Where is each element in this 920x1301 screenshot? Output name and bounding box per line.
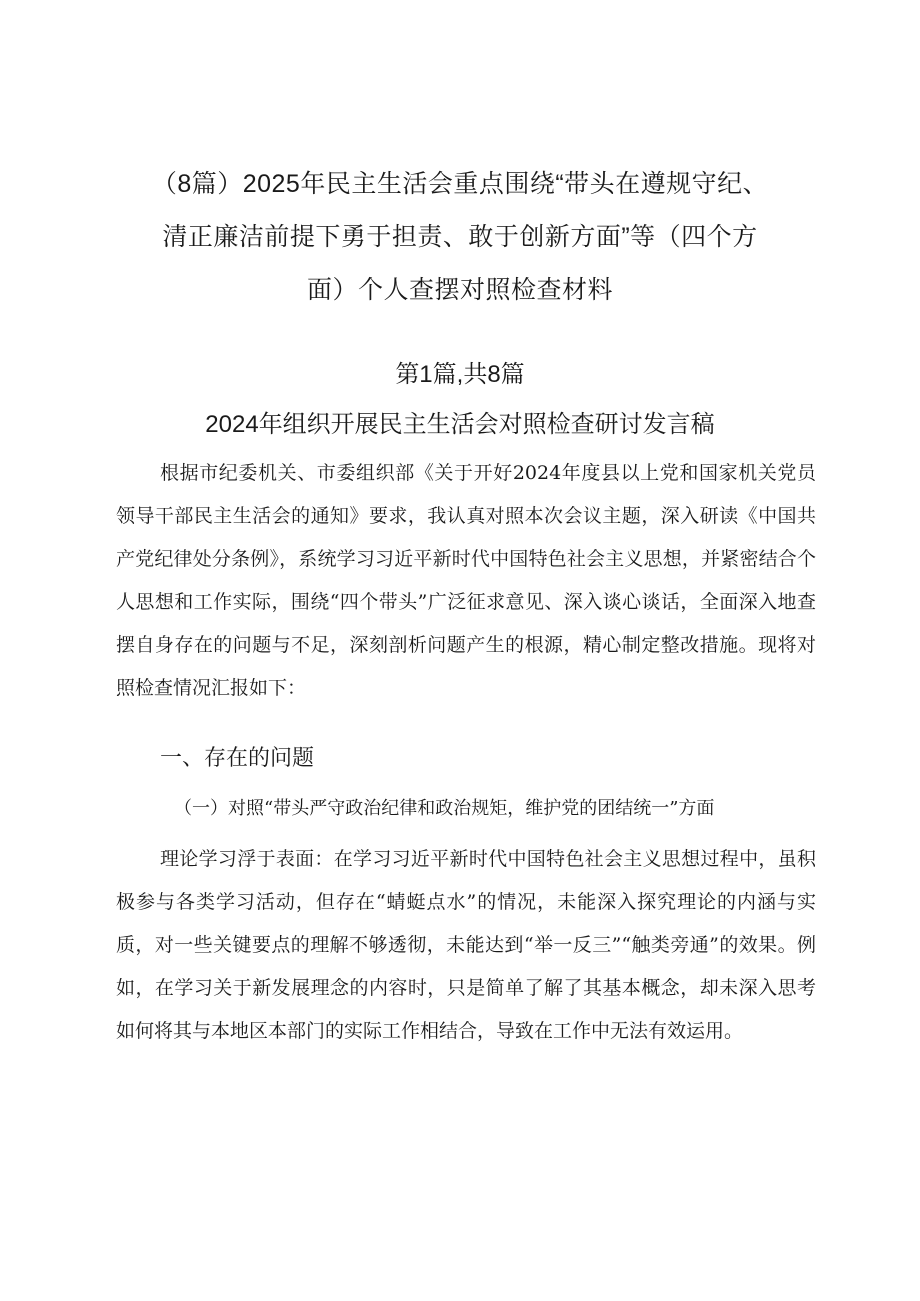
speech-title: 2024年组织开展民主生活会对照检查研讨发言稿 xyxy=(205,411,715,438)
section-heading: 一、存在的问题 xyxy=(160,745,315,770)
title-line-2: 清正廉洁前提下勇于担责、敢于创新方面”等（四个方 xyxy=(162,223,758,251)
intro-paragraph: 根据市纪委机关、市委组织部《关于开好2024年度县以上党和国家机关党员领导干部民主生活会的通知》要求，我认真对照本次会议主题，深入研读《中国共产党纪律处分条例》，系统学习习近平新时代中国特色社会主义思想，并紧密结合个人思想和工作实际，围绕“四个带头”广泛征求意见、深入谈心谈话，全面深入地查摆自身存在的问题与不足，深刻剖析问题产生的根源，精心制定整改措施。现将对照检查情况汇报如下： xyxy=(116,462,816,699)
part-label: 第1篇,共8篇 xyxy=(395,361,525,388)
subsection-heading: （一）对照“带头严守政治纪律和政治规矩，维护党的团结统一”方面 xyxy=(174,798,715,819)
title-line-1: （8篇）2025年民主生活会重点围绕“带头在遵规守纪、 xyxy=(151,170,769,198)
document-title xyxy=(110,158,810,317)
issue-paragraph: 理论学习浮于表面：在学习习近平新时代中国特色社会主义思想过程中，虽积极参与各类学习活动，但存在“蜻蜓点水”的情况，未能深入探究理论的内涵与实质，对一些关键要点的理解不够透彻，未能达到“举一反三”“触类旁通”的效果。例如，在学习关于新发展理念的内容时，只是简单了解了其基本概念，却未深入思考如何将其与本地区本部门的实际工作相结合，导致在工作中无法有效运用。 xyxy=(116,848,816,1042)
title-line-3: 面）个人查摆对照检查材料 xyxy=(306,276,613,304)
